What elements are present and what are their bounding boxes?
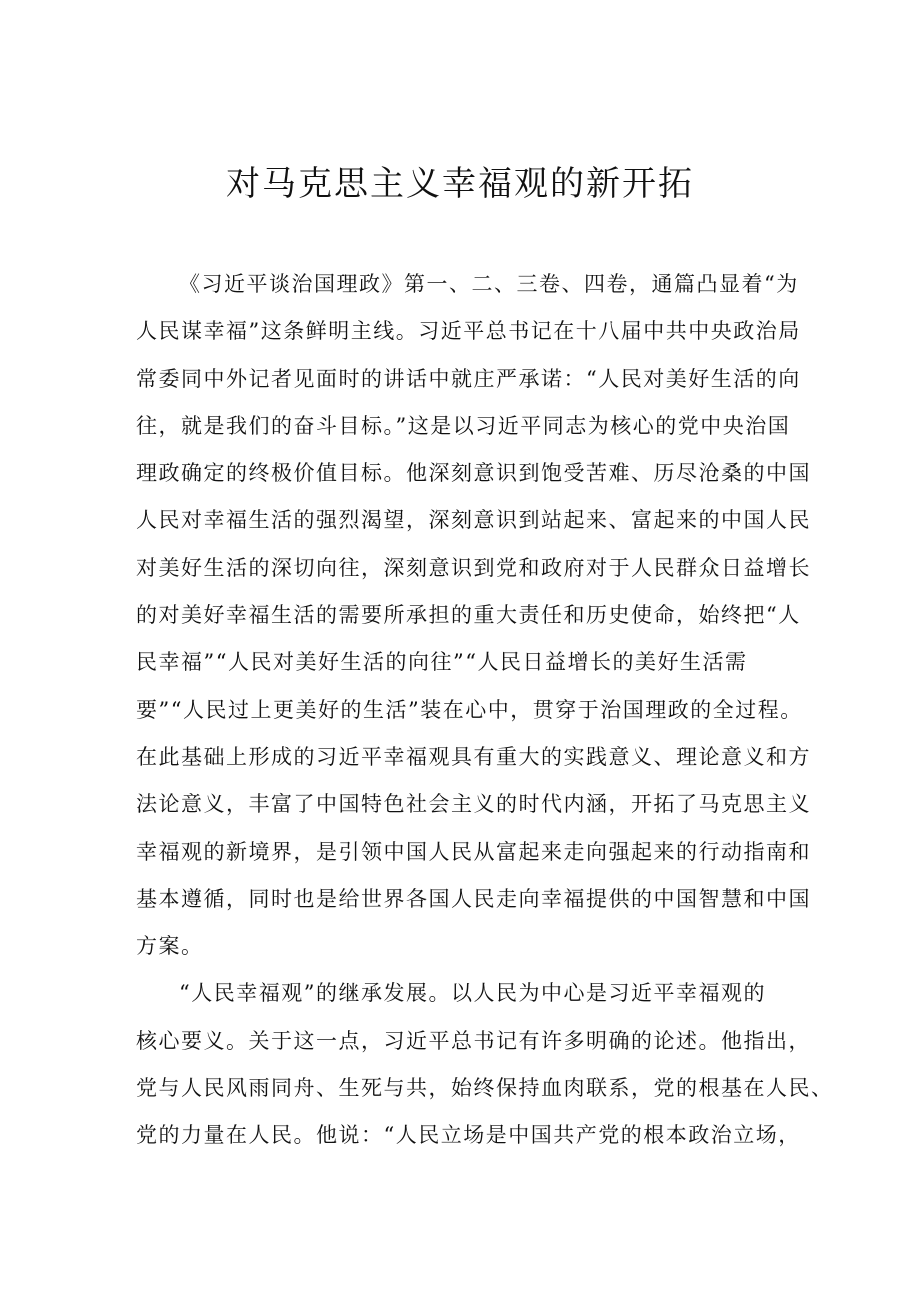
paragraph-1 xyxy=(136,261,811,970)
paragraph-line: 的对美好幸福生活的需要所承担的重大责任和历史使命，始终把“人 xyxy=(136,603,801,628)
document-body xyxy=(136,261,834,1160)
paragraph-line: 法论意义，丰富了中国特色社会主义的时代内涵，开拓了马克思主义 xyxy=(136,792,811,817)
paragraph-line: 党与人民风雨同舟、生死与共，始终保持血肉联系，党的根基在人民、 xyxy=(136,1076,834,1101)
paragraph-line: 在此基础上形成的习近平幸福观具有重大的实践意义、理论意义和方 xyxy=(136,744,811,769)
paragraph-line: 民幸福”“人民对美好生活的向往”“人民日益增长的美好生活需 xyxy=(136,650,748,675)
paragraph-line: 往，就是我们的奋斗目标。”这是以习近平同志为核心的党中央治国 xyxy=(136,413,791,438)
paragraph-line: 基本遵循，同时也是给世界各国人民走向幸福提供的中国智慧和中国 xyxy=(136,886,811,911)
paragraph-line: 理政确定的终极价值目标。他深刻意识到饱受苦难、历尽沧桑的中国 xyxy=(136,461,811,486)
paragraph-line: 人民对幸福生活的强烈渴望，深刻意识到站起来、富起来的中国人民 xyxy=(136,508,811,533)
document-title: 对马克思主义幸福观的新开拓 xyxy=(226,164,694,204)
paragraph-line: 要”“人民过上更美好的生活”装在心中，贯穿于治国理政的全过程。 xyxy=(136,697,803,722)
paragraph-line: 党的力量在人民。他说：“人民立场是中国共产党的根本政治立场， xyxy=(136,1123,801,1148)
paragraph-line: 人民谋幸福”这条鲜明主线。习近平总书记在十八届中共中央政治局 xyxy=(136,319,801,344)
paragraph-line: 幸福观的新境界，是引领中国人民从富起来走向强起来的行动指南和 xyxy=(136,839,811,864)
paragraph-line: 方案。 xyxy=(136,934,204,959)
paragraph-line: “人民幸福观”的继承发展。以人民为中心是习近平幸福观的 xyxy=(179,981,766,1006)
paragraph-line: 《习近平谈治国理政》第一、二、三卷、四卷，通篇凸显着“为 xyxy=(179,272,799,296)
paragraph-line: 核心要义。关于这一点，习近平总书记有许多明确的论述。他指出， xyxy=(136,1028,811,1053)
paragraph-line: 常委同中外记者见面时的讲话中就庄严承诺：“人民对美好生活的向 xyxy=(136,366,801,391)
paragraph-line: 对美好生活的深切向往，深刻意识到党和政府对于人民群众日益增长 xyxy=(136,555,811,580)
paragraph-2 xyxy=(136,970,834,1159)
